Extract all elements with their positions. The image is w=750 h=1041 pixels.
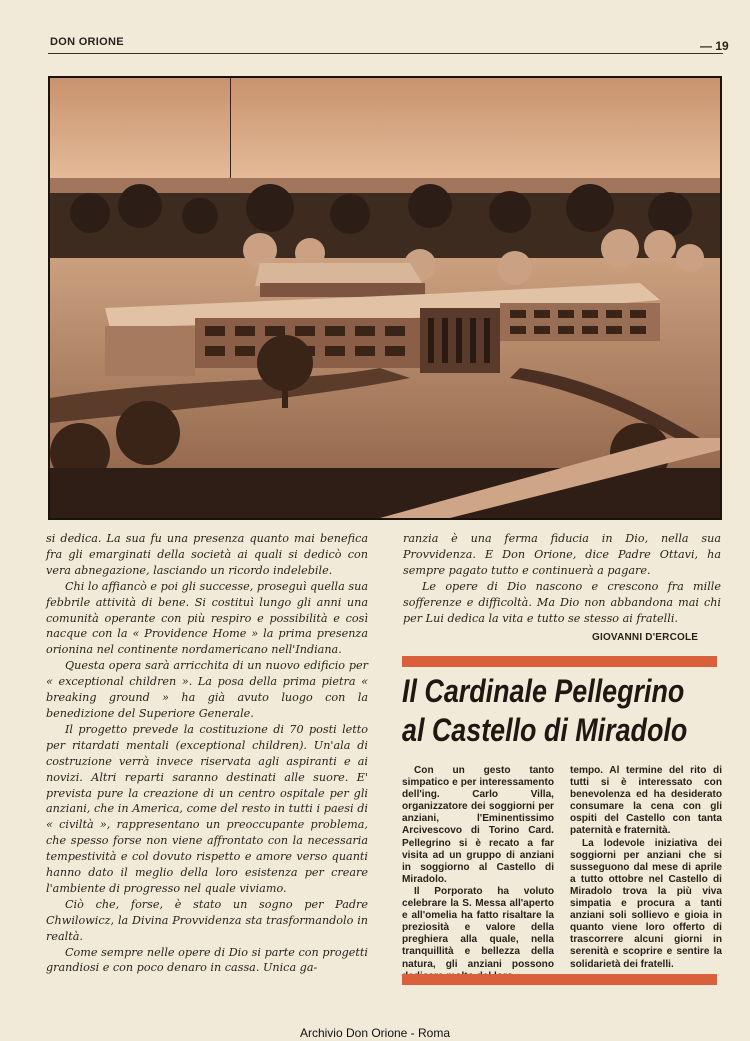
- news-bottom-bar: [402, 974, 717, 985]
- news-paragraph: La lodevole iniziativa dei soggiorni per anziani che si susseguono dal mese di aprile a tutto ottobre nel Castello di Miradolo trova la più viva simpatia e procura a tanti anziani soli sollievo e gioia in quanto viene loro offerto di trascorrere alcuni giorni in serenità e scoprire e sentire la solidarietà dei fratelli.: [570, 837, 722, 970]
- article-paragraph: Questa opera sarà arricchita di un nuovo edificio per « exceptional children ». La posa della prima pietra « breaking ground » ha già avuto luogo con la benedizione del Superiore Generale.: [46, 659, 368, 720]
- article-column-right: [403, 531, 721, 626]
- page-number: — 19: [700, 39, 729, 53]
- news-paragraph: Il Porporato ha voluto celebrare la S. Messa all'aperto e all'omelia ha fatto risaltare la preziosità e valore della preghiera alla quale, nella tranquillità e bellezza della natura, gli anziani possono: [402, 885, 554, 970]
- article-paragraph: Chi lo affiancò e poi gli successe, proseguì quella sua febbrile attività di bene. Si costituì lungo gli anni una comunità operante con più respiro e possibilità e così nacque con la « Providence Home » la prima presenza orionina nel continente nordamericano nell'Indiana.: [46, 579, 368, 657]
- archive-footer: Archivio Don Orione - Roma: [299, 1026, 451, 1040]
- article-paragraph: Il progetto prevede la costituzione di 70 posti letto per ritardati mentali (exceptional children). Un'ala di costruzione verrà invece riservata agli aspiranti e ai novizi. Altri reparti saranno destinati alle suore. E' prevista pure la creazione di un centro ospitale per gli anziani, che in America, come del resto in tutti i paesi di « civiltà », rappresentano un preoccupante problema, che spesso forse non viene affrontato con la necessaria tempestività e col dovuto rispetto e amore verso quanti hanno dato il meglio della loro esistenza per creare l'ambiente di progresso nel quale viviamo.: [46, 722, 368, 895]
- article-paragraph: Ciò che, forse, è stato un sogno per Padre Chwilowicz, la Divina Provvidenza sta trasformandolo in realtà.: [46, 897, 368, 943]
- news-column-2: [570, 765, 722, 971]
- news-headline-line: al Castello di Miradolo: [402, 712, 688, 748]
- news-paragraph: tempo. Al termine del rito di tutti si è interessato con benevolenza ed ha desiderato consumare la cena con gli ospiti del Castello con tanta paternità e fraternità.: [570, 765, 722, 837]
- article-paragraph: si dedica. La sua fu una presenza quanto mai benefica fra gli emarginati della società ai quali si dedicò con vera abnegazione, lasciando un ricordo indelebile.: [46, 532, 368, 577]
- news-headline-line: Il Cardinale Pellegrino: [402, 673, 685, 709]
- magazine-title: DON ORIONE: [50, 36, 124, 48]
- news-paragraph: Con un gesto tanto simpatico e per interessamento dell'ing. Carlo Villa, organizzatore dei soggiorni per anziani, l'Eminentissimo Arcivescovo di Torino Card. Pellegrino si è recato a far visita ad un gruppo di anziani in soggiorno al Castello di Miradolo.: [402, 765, 554, 885]
- news-headline: [402, 672, 688, 750]
- article-author: GIOVANNI D'ERCOLE: [592, 632, 699, 643]
- header-rule: [48, 53, 723, 54]
- news-top-bar: [402, 656, 717, 667]
- building-photo: [48, 76, 722, 520]
- article-paragraph: Le opere di Dio nascono e crescono fra mille sofferenze e difficoltà. Ma Dio non abbandona mai chi per Lui dedica la vita e tutto se stesso ai fratelli.: [403, 579, 721, 625]
- article-paragraph: ranzia è una ferma fiducia in Dio, nella sua Provvidenza. E Don Orione, dice Padre Ottavi, ha sempre pagato tutto e continuerà a pagare.: [403, 532, 721, 577]
- article-column-left: [46, 531, 368, 976]
- building-photo-icon: [50, 78, 720, 518]
- article-paragraph: Come sempre nelle opere di Dio si parte con progetti grandiosi e con poco denaro in cassa. Unica ga-: [46, 945, 368, 975]
- news-column-1: [402, 765, 554, 983]
